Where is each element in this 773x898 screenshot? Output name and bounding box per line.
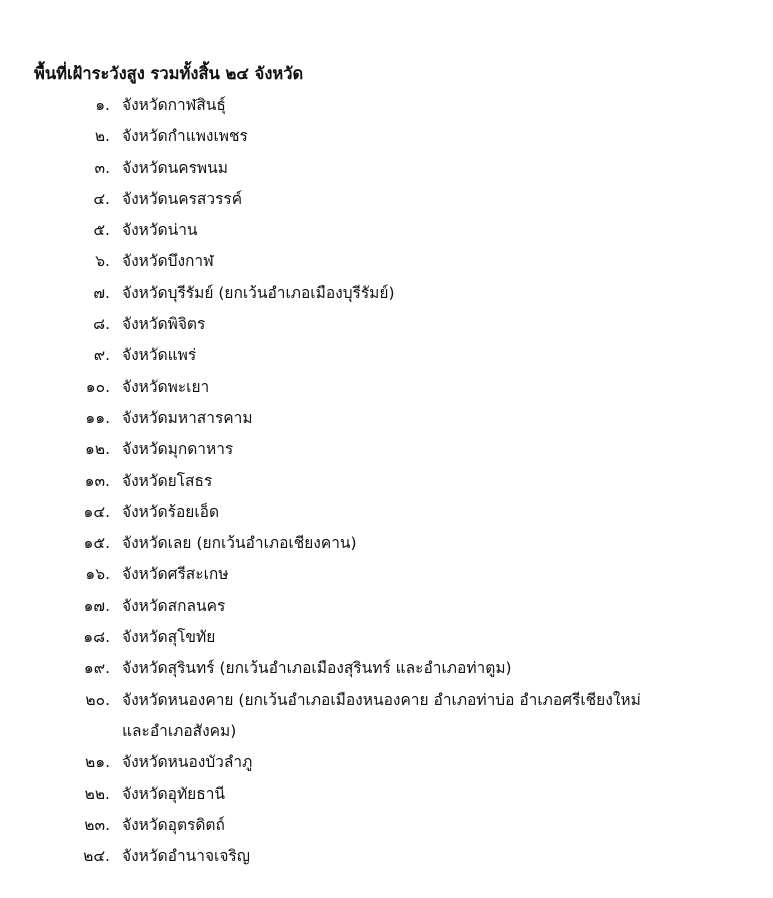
list-item — [0, 814, 773, 845]
item-number: ๒๑. — [85, 753, 110, 772]
item-number: ๒๓. — [84, 815, 110, 834]
list-item — [0, 125, 773, 156]
document-heading: พื้นที่เฝ้าระวังสูง รวมทั้งสิ้น ๒๔ จังหวัด — [34, 64, 304, 83]
list-item — [0, 501, 773, 532]
list-item — [0, 313, 773, 344]
province-name: จังหวัดพะเยา — [122, 377, 210, 396]
list-item — [0, 595, 773, 626]
item-number: ๑๗. — [83, 596, 110, 615]
item-number: ๑๖. — [85, 565, 110, 584]
list-item — [0, 563, 773, 594]
item-number: ๑๙. — [83, 659, 110, 678]
item-number: ๑๐. — [85, 377, 110, 396]
province-name: จังหวัดมหาสารคาม — [122, 408, 253, 427]
list-item — [0, 250, 773, 281]
province-name: จังหวัดกำแพงเพชร — [122, 127, 248, 146]
list-item — [0, 219, 773, 250]
province-name: จังหวัดพิจิตร — [122, 315, 206, 334]
province-name: จังหวัดอำนาจเจริญ — [122, 847, 250, 866]
item-number: ๓. — [94, 158, 110, 177]
item-number: ๒๔. — [83, 847, 110, 866]
province-name: จังหวัดอุตรดิตถ์ — [122, 815, 225, 834]
province-name: จังหวัดกาฬสินธุ์ — [122, 96, 226, 114]
item-number: ๑๔. — [83, 502, 110, 521]
province-name: จังหวัดศรีสะเกษ — [122, 565, 229, 584]
list-item — [0, 376, 773, 407]
province-name: จังหวัดสุรินทร์ (ยกเว้นอำเภอเมืองสุรินทร์ และอำเภอท่าตูม) — [122, 659, 512, 678]
item-number: ๗. — [93, 283, 110, 302]
province-name: จังหวัดสุโขทัย — [122, 628, 216, 647]
province-name: จังหวัดยโสธร — [122, 471, 213, 490]
item-number: ๒๐. — [85, 690, 110, 709]
item-number: ๑๕. — [83, 534, 110, 553]
province-name: จังหวัดอุทัยธานี — [122, 784, 226, 803]
list-item — [0, 188, 773, 219]
list-item — [0, 626, 773, 657]
item-number: ๕. — [93, 221, 110, 240]
list-item — [0, 344, 773, 375]
province-name: จังหวัดบุรีรัมย์ (ยกเว้นอำเภอเมืองบุรีรัมย์) — [122, 283, 395, 302]
item-number: ๒. — [94, 127, 110, 146]
province-name: จังหวัดเลย (ยกเว้นอำเภอเชียงคาน) — [122, 534, 357, 553]
item-number: ๘. — [93, 315, 110, 334]
list-item — [0, 157, 773, 188]
list-item — [0, 532, 773, 563]
list-item — [0, 282, 773, 313]
item-number: ๑. — [95, 96, 110, 114]
list-item — [0, 689, 773, 752]
list-item — [0, 438, 773, 469]
item-number: ๙. — [93, 346, 110, 365]
list-item — [0, 407, 773, 438]
province-name: จังหวัดน่าน — [122, 221, 198, 240]
province-name-continuation: และอำเภอสังคม) — [122, 721, 237, 740]
item-number: ๑๒. — [85, 440, 110, 459]
province-name: จังหวัดหนองคาย (ยกเว้นอำเภอเมืองหนองคาย อำเภอท่าบ่อ อำเภอศรีเชียงใหม่ — [122, 690, 641, 709]
list-item — [0, 94, 773, 125]
list-item — [0, 657, 773, 688]
province-name: จังหวัดสกลนคร — [122, 596, 226, 615]
item-number: ๑๑. — [85, 408, 110, 427]
item-number: ๑๘. — [83, 628, 110, 647]
item-number: ๔. — [93, 189, 110, 208]
item-number: ๖. — [95, 252, 110, 271]
list-item — [0, 470, 773, 501]
list-item — [0, 783, 773, 814]
list-item — [0, 751, 773, 782]
province-name: จังหวัดหนองบัวลำภู — [122, 753, 253, 772]
province-name: จังหวัดแพร่ — [122, 346, 197, 365]
province-name: จังหวัดมุกดาหาร — [122, 440, 234, 459]
province-list — [0, 94, 773, 876]
province-name: จังหวัดบึงกาฬ — [122, 252, 214, 271]
province-name: จังหวัดร้อยเอ็ด — [122, 502, 220, 521]
list-item — [0, 845, 773, 876]
province-name: จังหวัดนครพนม — [122, 158, 228, 177]
province-name: จังหวัดนครสวรรค์ — [122, 189, 243, 208]
item-number: ๒๒. — [84, 784, 110, 803]
item-number: ๑๓. — [84, 471, 110, 490]
